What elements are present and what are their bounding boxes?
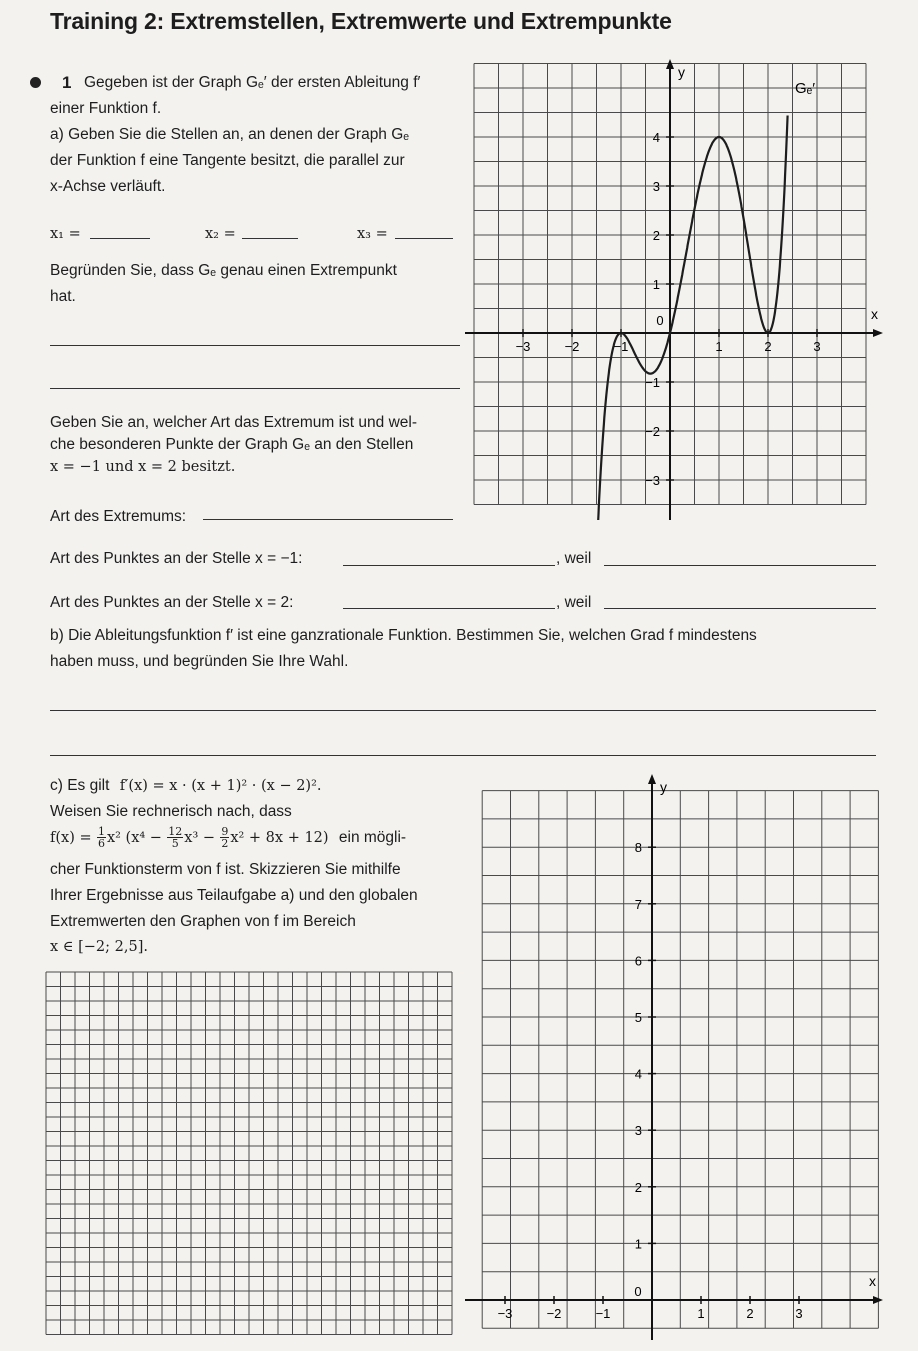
grid [482, 791, 878, 1329]
point-minus1-answer-line[interactable] [343, 565, 555, 566]
f-mid-2: x³ − [184, 830, 216, 846]
reason-answer-line-2[interactable] [50, 388, 460, 389]
part-a-line-3: x-Achse verläuft. [50, 178, 166, 195]
weil-label-2: , weil [556, 594, 592, 611]
part-c-label [50, 772, 322, 800]
weil-answer-line-2[interactable] [604, 608, 876, 609]
f-prefix: f(x) = [50, 830, 92, 846]
intro-line-1: Gegeben ist der Graph Gₑ′ der ersten Ableitung f′ [84, 74, 421, 91]
reason-answer-line-1[interactable] [50, 345, 460, 346]
derivative-formula: f′(x) = x · (x + 1)² · (x − 2)². [119, 778, 322, 794]
y-tick-label: 1 [652, 277, 660, 292]
x-tick-label: −3 [515, 339, 531, 354]
kind-line-2: che besonderen Punkte der Graph Gₑ an den Stellen [50, 436, 414, 453]
y-tick-label: 4 [634, 1066, 642, 1082]
part-a-line-1: a) Geben Sie die Stellen an, an denen der Graph Gₑ [50, 126, 410, 143]
f-mid-1: x² (x⁴ − [106, 830, 162, 846]
curve-label: Gₑ′ [795, 80, 816, 97]
part-b-line-2: haben muss, und begründen Sie Ihre Wahl. [50, 653, 349, 670]
x3-answer-line[interactable] [395, 238, 453, 239]
y-tick-label: 4 [652, 130, 660, 145]
axes [465, 59, 883, 520]
x-tick-label: −3 [497, 1306, 513, 1321]
part-b-answer-line-1[interactable] [50, 710, 876, 711]
extremum-type-label: Art des Extremums: [50, 508, 187, 525]
y-axis-label: y [660, 779, 667, 795]
y-arrow-icon [648, 774, 656, 784]
y-tick-label: 2 [652, 228, 660, 243]
frac-12-5: $\frac{12}{5}$ [168, 825, 183, 851]
x2-answer-line[interactable] [242, 238, 298, 239]
x-tick-label: 1 [715, 339, 723, 354]
x-tick-label: 2 [764, 339, 772, 354]
f-formula-line [50, 824, 406, 852]
y-tick-label: −3 [645, 473, 660, 488]
extremum-type-answer-line[interactable] [203, 519, 453, 520]
part-a-line-2: der Funktion f eine Tangente besitzt, die parallel zur [50, 152, 405, 169]
point-2-label: Art des Punktes an der Stelle x = 2: [50, 594, 294, 611]
point-minus1-label: Art des Punktes an der Stelle x = −1: [50, 550, 303, 567]
y-tick-label: −2 [645, 424, 660, 439]
derivative-graph [465, 55, 885, 520]
part-b-answer-line-2[interactable] [50, 755, 876, 756]
y-tick-label: 2 [634, 1179, 642, 1195]
kind-line-3: x = −1 und x = 2 besitzt. [50, 459, 236, 475]
y-axis-label: y [678, 64, 685, 80]
y-tick-label: 7 [634, 896, 642, 912]
part-c-intro: c) Es gilt [50, 777, 110, 794]
page-title: Training 2: Extremstellen, Extremwerte und Extrempunkte [50, 8, 672, 34]
weil-answer-line-1[interactable] [604, 565, 876, 566]
frac-9-2: $\frac{9}{2}$ [221, 825, 229, 851]
x-tick-label: 2 [746, 1306, 754, 1321]
part-b-line-1: b) Die Ableitungsfunktion f′ ist eine ganzrationale Funktion. Bestimmen Sie, welchen Grad f mindestens [50, 627, 757, 644]
x-tick-label: 1 [697, 1306, 705, 1321]
x-tick-label: −1 [613, 339, 629, 354]
y-tick-label: 3 [652, 179, 660, 194]
task-number: 1 [62, 73, 72, 92]
x-axis-label: x [869, 1273, 876, 1289]
y-tick-label: 6 [634, 953, 642, 969]
f-suffix: ein mögli- [338, 829, 407, 846]
x-tick-label: −2 [564, 339, 580, 354]
x-tick-label: −2 [546, 1306, 562, 1321]
x1-answer-line[interactable] [90, 238, 150, 239]
f-end: x² + 8x + 12) [230, 830, 329, 846]
kind-line-1: Geben Sie an, welcher Art das Extremum ist und wel- [50, 414, 417, 431]
weil-label-1: , weil [556, 550, 592, 567]
part-c-rest-3: Extremwerten den Graphen von f im Bereich [50, 913, 356, 930]
origin-label: 0 [656, 313, 664, 328]
y-tick-label: 1 [634, 1236, 642, 1252]
x-tick-label: 3 [795, 1306, 803, 1321]
reason-line-2: hat. [50, 288, 76, 305]
y-tick-label: −1 [645, 375, 660, 390]
prove-line: Weisen Sie rechnerisch nach, dass [50, 803, 292, 820]
reason-line-1: Begründen Sie, dass Gₑ genau einen Extrempunkt [50, 262, 397, 279]
origin-label: 0 [634, 1284, 642, 1299]
y-tick-label: 5 [634, 1010, 642, 1025]
part-c-rest-4: x ∈ [−2; 2,5]. [50, 939, 148, 955]
y-tick-label: 8 [634, 840, 642, 856]
x1-label: x₁ = [50, 226, 81, 242]
x3-label: x₃ = [357, 226, 388, 242]
y-tick-label: 3 [634, 1123, 642, 1139]
x-tick-label: 3 [813, 339, 821, 354]
grid [46, 972, 452, 1335]
point-2-answer-line[interactable] [343, 608, 555, 609]
x-axis-label: x [871, 306, 878, 322]
x2-label: x₂ = [205, 226, 236, 242]
part-c-rest-1: cher Funktionsterm von f ist. Skizzieren Sie mithilfe [50, 861, 401, 878]
x-arrow-icon [873, 329, 883, 337]
frac-1-6: $\frac{1}{6}$ [97, 825, 105, 851]
derivative-curve [597, 116, 788, 521]
axes [465, 774, 883, 1340]
task-bullet-icon [30, 77, 41, 88]
sketch-graph[interactable] [465, 770, 885, 1340]
scratch-grid[interactable] [40, 968, 460, 1340]
x-tick-label: −1 [595, 1306, 611, 1321]
part-c-rest-2: Ihrer Ergebnisse aus Teilaufgabe a) und den globalen [50, 887, 418, 904]
intro-line-2: einer Funktion f. [50, 100, 162, 117]
